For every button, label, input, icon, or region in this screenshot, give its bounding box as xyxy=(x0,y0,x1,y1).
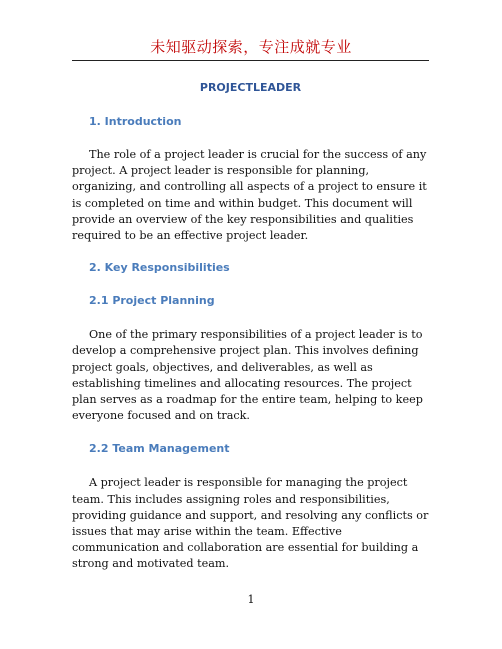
section-heading-team-management: 2.2 Team Management xyxy=(89,442,230,456)
document-body xyxy=(72,72,429,573)
paragraph-project-planning: One of the primary responsibilities of a project leader is to develop a comprehensive project plan. This involves defining project goals, objectives, and deliverables, as well as establishing timelines and allocating resources. The project plan serves as a roadmap for the entire team, helping to keep everyone focused and on track. xyxy=(72,328,423,423)
paragraph-introduction: The role of a project leader is crucial for the success of any project. A project leader is responsible for planning, organizing, and controlling all aspects of a project to ensure it is completed on time and within budget. This document will provide an overview of the key responsibilities and qualities required to be an effective project leader. xyxy=(72,148,427,243)
page-number: 1 xyxy=(247,593,255,606)
header-divider xyxy=(72,60,429,61)
section-heading-key-responsibilities: 2. Key Responsibilities xyxy=(89,261,230,275)
document-title: PROJECTLEADER xyxy=(199,81,302,94)
paragraph-team-management: A project leader is responsible for managing the project team. This includes assigning roles and responsibilities, providing guidance and support, and resolving any conflicts or issues that may arise within the team. Effective communication and collaboration are essential for building a strong and motivated team. xyxy=(72,476,429,571)
section-heading-project-planning: 2.1 Project Planning xyxy=(89,294,215,308)
section-heading-introduction: 1. Introduction xyxy=(89,115,182,128)
page-header-text: 未知驱动探索，专注成就专业 xyxy=(150,38,352,56)
